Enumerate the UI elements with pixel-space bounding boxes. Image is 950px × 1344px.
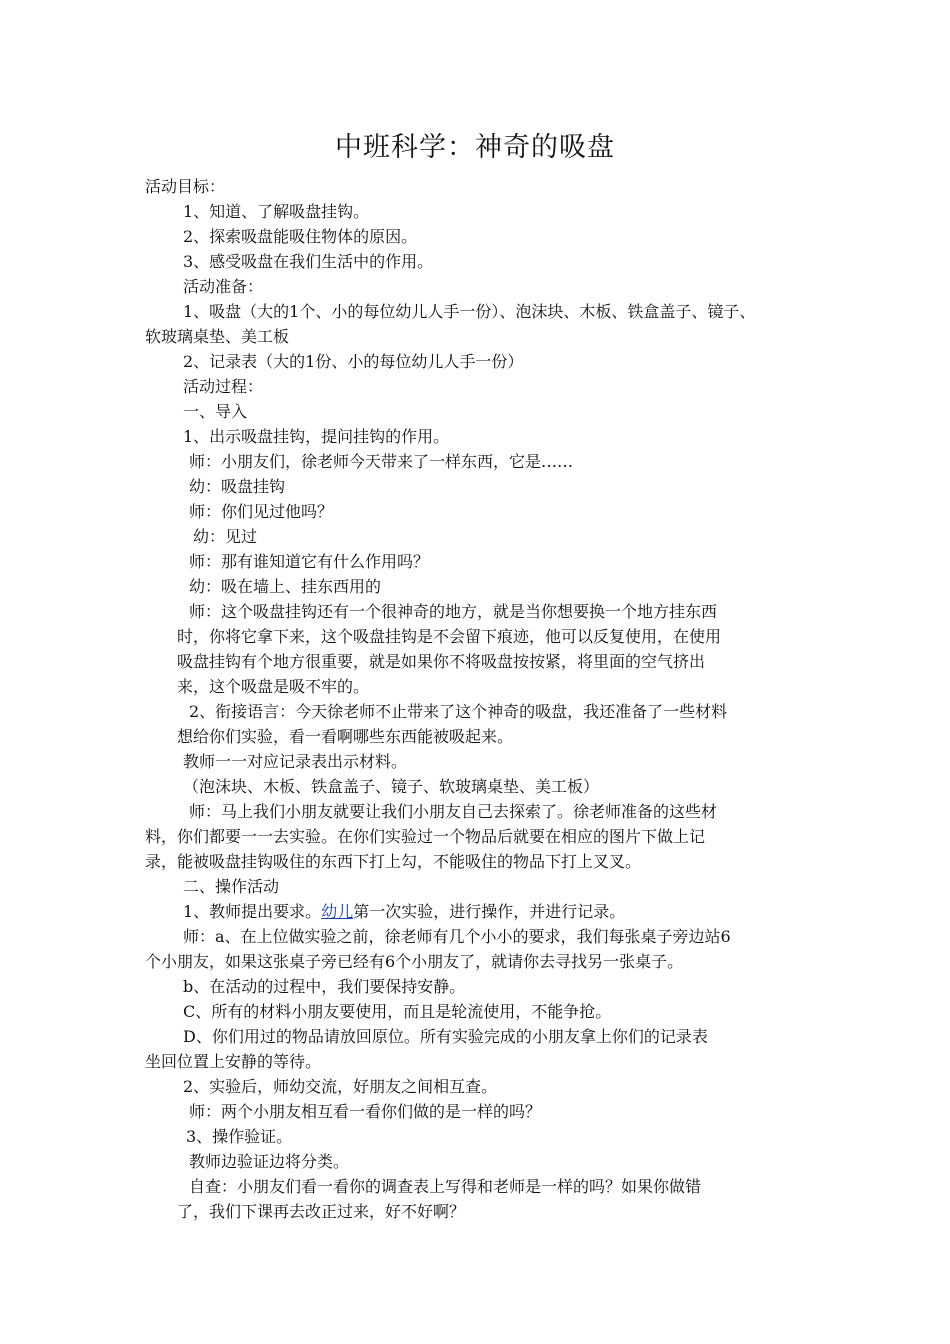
text-line: 幼：见过 xyxy=(193,527,258,546)
text-line: 料，你们都要一一去实验。在你们实验过一个物品后就要在相应的图片下做上记 xyxy=(145,827,706,846)
text-line: 2、实验后，师幼交流，好朋友之间相互查。 xyxy=(183,1077,498,1096)
text-line: 幼：吸在墙上、挂东西用的 xyxy=(189,577,382,596)
text-line: 个小朋友，如果这张桌子旁已经有6个小朋友了，就请你去寻找另一张桌子。 xyxy=(145,952,684,971)
text-line: 师：这个吸盘挂钩还有一个很神奇的地方，就是当你想要换一个地方挂东西 xyxy=(189,602,718,621)
text-line: 一、导入 xyxy=(183,402,248,421)
text-line: 活动目标： xyxy=(145,177,226,196)
page-title: 中班科学：神奇的吸盘 xyxy=(335,132,615,163)
text-line: 活动准备： xyxy=(183,277,264,296)
text-line: 师：马上我们小朋友就要让我们小朋友自己去探索了。徐老师准备的这些材 xyxy=(189,802,718,821)
text-line: 了，我们下课再去改正过来，好不好啊？ xyxy=(177,1202,466,1221)
text-line: b、在活动的过程中，我们要保持安静。 xyxy=(183,977,466,996)
text-line: 想给你们实验，看一看啊哪些东西能被吸起来。 xyxy=(177,727,514,746)
text-line: C、所有的材料小朋友要使用，而且是轮流使用，不能争抢。 xyxy=(183,1002,612,1021)
text-line: 自查：小朋友们看一看你的调查表上写得和老师是一样的吗？如果你做错 xyxy=(189,1177,702,1196)
text-line xyxy=(183,901,625,923)
text-line: 师：那有谁知道它有什么作用吗？ xyxy=(189,552,430,571)
text-line: 师：两个小朋友相互看一看你们做的是一样的吗？ xyxy=(189,1102,542,1121)
text-line: 教师边验证边将分类。 xyxy=(189,1152,350,1171)
text-line: 教师一一对应记录表出示材料。 xyxy=(183,752,408,771)
text-line: 1、出示吸盘挂钩，提问挂钩的作用。 xyxy=(183,427,450,446)
text-line: 1、知道、了解吸盘挂钩。 xyxy=(183,202,370,221)
text-segment: 1、教师提出要求。 xyxy=(183,902,322,921)
text-line: 活动过程： xyxy=(183,377,264,396)
text-line: 来，这个吸盘是吸不牢的。 xyxy=(177,677,370,696)
text-line: 师：小朋友们，徐老师今天带来了一样东西，它是…… xyxy=(189,452,574,471)
hyperlink[interactable]: 幼儿 xyxy=(321,902,354,921)
text-line: 2、记录表（大的1份、小的每位幼儿人手一份） xyxy=(183,352,524,371)
text-line: 坐回位置上安静的等待。 xyxy=(145,1052,322,1071)
text-line: 吸盘挂钩有个地方很重要，就是如果你不将吸盘按按紧，将里面的空气挤出 xyxy=(177,652,706,671)
text-line: 幼：吸盘挂钩 xyxy=(189,477,286,496)
text-line: D、你们用过的物品请放回原位。所有实验完成的小朋友拿上你们的记录表 xyxy=(183,1027,708,1046)
text-line: 1、吸盘（大的1个、小的每位幼儿人手一份）、泡沫块、木板、铁盒盖子、镜子、 xyxy=(183,302,756,321)
text-line: 录，能被吸盘挂钩吸住的东西下打上勾，不能吸住的物品下打上叉叉。 xyxy=(145,852,642,871)
text-line: 师：你们见过他吗？ xyxy=(189,502,334,521)
text-line: 师：a、在上位做实验之前，徐老师有几个小小的要求，我们每张桌子旁边站6 xyxy=(183,927,731,946)
text-line: （泡沫块、木板、铁盒盖子、镜子、软玻璃桌垫、美工板） xyxy=(183,777,600,796)
text-line: 2、衔接语言：今天徐老师不止带来了这个神奇的吸盘，我还准备了一些材料 xyxy=(189,702,728,721)
text-line: 3、操作验证。 xyxy=(186,1127,293,1146)
text-line: 时，你将它拿下来，这个吸盘挂钩是不会留下痕迹，他可以反复使用，在使用 xyxy=(177,627,722,646)
text-line: 3、感受吸盘在我们生活中的作用。 xyxy=(183,252,434,271)
text-line: 二、操作活动 xyxy=(183,877,280,896)
text-line: 2、探索吸盘能吸住物体的原因。 xyxy=(183,227,418,246)
text-segment: 第一次实验，进行操作，并进行记录。 xyxy=(353,902,626,921)
text-line: 软玻璃桌垫、美工板 xyxy=(145,327,290,346)
